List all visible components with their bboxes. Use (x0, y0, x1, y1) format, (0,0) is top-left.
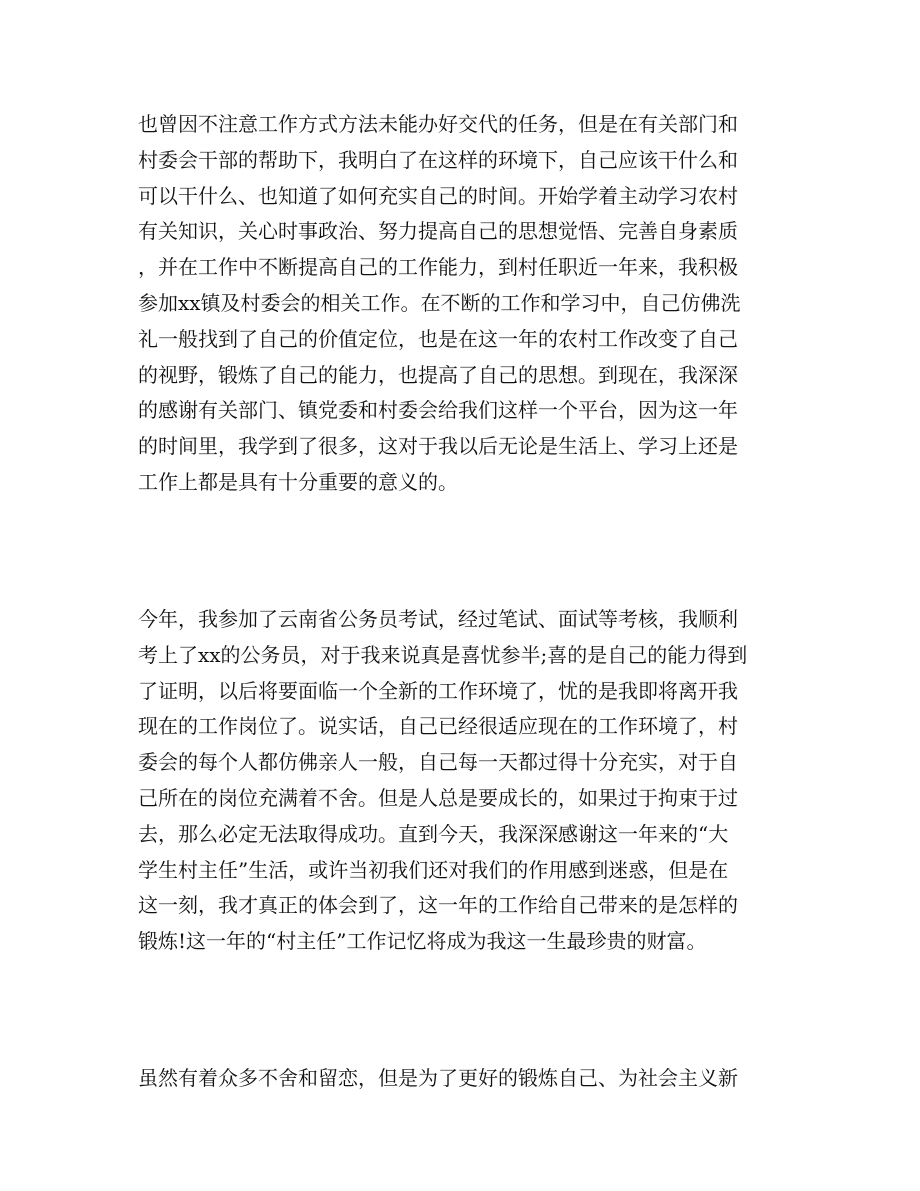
text-line: 现在的工作岗位了。说实话，自己已经很适应现在的工作环境了，村 (138, 714, 738, 739)
text-line: 有关知识，关心时事政治、努力提高自己的思想觉悟、完善自身素质 (138, 219, 738, 244)
paragraph-1 (138, 107, 788, 501)
text-line: 的感谢有关部门、镇党委和村委会给我们这样一个平台，因为这一年 (138, 398, 738, 423)
text-line: 村委会干部的帮助下，我明白了在这样的环境下，自己应该干什么和 (138, 147, 738, 172)
text-line: 己所在的岗位充满着不舍。但是人总是要成长的，如果过于拘束于过 (138, 785, 738, 810)
text-line: ，并在工作中不断提高自己的工作能力，到村任职近一年来，我积极 (138, 255, 738, 280)
paragraph-2 (138, 602, 788, 960)
text-line: 工作上都是具有十分重要的意义的。 (138, 469, 458, 494)
text-line: 了证明，以后将要面临一个全新的工作环境了，忧的是我即将离开我 (138, 678, 738, 703)
text-line: 今年，我参加了云南省公务员考试，经过笔试、面试等考核，我顺利 (138, 607, 738, 631)
text-line: 参加xx镇及村委会的相关工作。在不断的工作和学习中，自己仿佛洗 (138, 290, 741, 315)
text-line: 这一刻，我才真正的体会到了，这一年的工作给自己带来的是怎样的 (138, 893, 738, 918)
text-line: 学生村主任”生活，或许当初我们还对我们的作用感到迷惑，但是在 (138, 857, 729, 882)
text-line: 委会的每个人都仿佛亲人一般，自己每一天都过得十分充实，对于自 (138, 750, 738, 775)
text-line: 也曾因不注意工作方式方法未能办好交代的任务，但是在有关部门和 (138, 112, 738, 136)
text-line: 礼一般找到了自己的价值定位，也是在这一年的农村工作改变了自己 (138, 326, 738, 351)
text-line: 的时间里，我学到了很多，这对于我以后无论是生活上、学习上还是 (138, 434, 738, 459)
text-line: 虽然有着众多不舍和留恋，但是为了更好的锻炼自己、为社会主义新 (138, 1066, 738, 1090)
text-line: 考上了xx的公务员，对于我来说真是喜忧参半;喜的是自己的能力得到 (138, 642, 748, 667)
text-line: 可以干什么、也知道了如何充实自己的时间。开始学着主动学习农村 (138, 183, 738, 208)
text-line: 去，那么必定无法取得成功。直到今天，我深深感谢这一年来的“大 (138, 821, 729, 846)
paragraph-3 (138, 1061, 788, 1097)
text-line: 锻炼!这一年的“村主任”工作记忆将成为我这一生最珍贵的财富。 (138, 929, 707, 954)
text-line: 的视野，锻炼了自己的能力，也提高了自己的思想。到现在，我深深 (138, 362, 738, 387)
